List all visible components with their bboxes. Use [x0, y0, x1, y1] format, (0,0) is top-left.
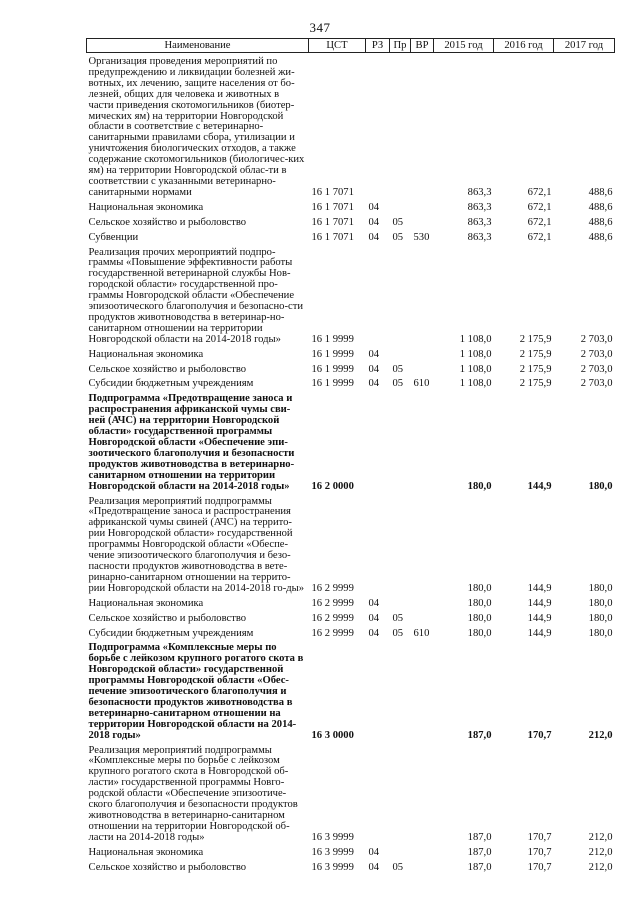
row-vr — [411, 361, 434, 376]
row-2016: 144,9 — [527, 597, 552, 609]
row-cst: 16 2 9999 — [311, 582, 354, 594]
row-2016: 672,1 — [527, 231, 552, 243]
row-name: Сельское хозяйство и рыболовство — [88, 363, 247, 375]
row-2016: 2 175,9 — [519, 348, 552, 360]
row-cst: 16 1 9999 — [311, 363, 354, 375]
table-row — [87, 390, 615, 492]
row-2016: 144,9 — [527, 582, 552, 594]
row-2015: 863,3 — [467, 231, 492, 243]
row-pr: 05 — [392, 231, 404, 243]
row-2017: 180,0 — [588, 480, 613, 492]
row-2016: 170,7 — [527, 831, 552, 843]
table-row — [87, 199, 615, 214]
row-2015: 187,0 — [467, 861, 492, 873]
row-2015: 187,0 — [467, 846, 492, 858]
row-cst: 16 3 0000 — [311, 729, 354, 741]
row-vr — [411, 390, 434, 492]
row-2015: 1 108,0 — [459, 378, 492, 390]
row-pr — [390, 390, 411, 492]
table-row — [87, 595, 615, 610]
row-pr: 05 — [392, 378, 404, 390]
row-vr — [411, 639, 434, 741]
row-cst: 16 1 7071 — [311, 186, 354, 198]
row-name: Национальная экономика — [88, 597, 204, 609]
row-rz: 04 — [368, 348, 380, 360]
row-vr — [411, 199, 434, 214]
row-vr — [411, 346, 434, 361]
row-rz: 04 — [368, 231, 380, 243]
row-vr — [411, 610, 434, 625]
table-row — [87, 742, 615, 844]
row-vr: 610 — [413, 378, 430, 390]
row-2015: 180,0 — [467, 612, 492, 624]
row-name: Субсидии бюджетным учреждениям — [88, 627, 254, 639]
row-name: Реализация мероприятий подпрограммы «Предотвращение заноса и распространения африканской чумы свиней (АЧС) на террито-рии Новгородской области» государственной программы Новгородской области «Обеспе-чение эпизоотического благополучия и безо-пасности продуктов животноводства в вете-ринарно-санитарном отношении на террито-рии Новгородской области на 2014-2018 го-ды» — [88, 495, 305, 594]
row-2016: 170,7 — [527, 729, 552, 741]
row-rz — [366, 493, 390, 595]
row-rz: 04 — [368, 216, 380, 228]
table-row — [87, 859, 615, 874]
row-2015: 180,0 — [467, 480, 492, 492]
row-2015: 1 108,0 — [459, 333, 492, 345]
row-2015: 180,0 — [467, 627, 492, 639]
row-rz: 04 — [368, 627, 380, 639]
table-row — [87, 625, 615, 640]
header-name: Наименование — [87, 39, 309, 53]
row-2016: 2 175,9 — [519, 333, 552, 345]
row-2015: 863,3 — [467, 216, 492, 228]
row-rz — [366, 742, 390, 844]
row-2015: 863,3 — [467, 186, 492, 198]
budget-table — [86, 38, 615, 874]
row-rz: 04 — [368, 612, 380, 624]
header-2015: 2015 год — [434, 39, 494, 53]
row-name: Национальная экономика — [88, 201, 204, 213]
row-2016: 170,7 — [527, 861, 552, 873]
row-name: Национальная экономика — [88, 846, 204, 858]
row-2017: 488,6 — [588, 231, 613, 243]
row-pr — [390, 53, 411, 199]
row-2016: 2 175,9 — [519, 363, 552, 375]
row-rz — [366, 244, 390, 346]
row-name: Сельское хозяйство и рыболовство — [88, 216, 247, 228]
row-2017: 212,0 — [588, 729, 613, 741]
row-pr: 05 — [392, 627, 404, 639]
table-row — [87, 493, 615, 595]
row-vr: 610 — [413, 627, 430, 639]
row-2017: 2 703,0 — [580, 378, 613, 390]
row-vr — [411, 859, 434, 874]
table-row — [87, 610, 615, 625]
row-2015: 187,0 — [467, 831, 492, 843]
row-vr — [411, 53, 434, 199]
row-cst: 16 2 9999 — [311, 597, 354, 609]
table-row — [87, 844, 615, 859]
row-cst: 16 2 9999 — [311, 627, 354, 639]
row-rz: 04 — [368, 861, 380, 873]
table-row — [87, 346, 615, 361]
row-pr — [390, 199, 411, 214]
row-rz — [366, 639, 390, 741]
row-2017: 2 703,0 — [580, 333, 613, 345]
row-2016: 144,9 — [527, 480, 552, 492]
table-row — [87, 639, 615, 741]
row-cst: 16 1 7071 — [311, 231, 354, 243]
row-2017: 180,0 — [588, 582, 613, 594]
row-2015: 187,0 — [467, 729, 492, 741]
row-cst: 16 1 9999 — [311, 378, 354, 390]
row-pr — [390, 742, 411, 844]
header-2016: 2016 год — [494, 39, 554, 53]
row-2017: 212,0 — [588, 846, 613, 858]
row-2015: 1 108,0 — [459, 363, 492, 375]
row-rz: 04 — [368, 363, 380, 375]
row-cst: 16 3 9999 — [311, 831, 354, 843]
page-number: 347 — [309, 20, 331, 35]
row-2017: 212,0 — [588, 831, 613, 843]
row-pr — [390, 493, 411, 595]
row-rz: 04 — [368, 201, 380, 213]
row-vr — [411, 742, 434, 844]
table-row — [87, 361, 615, 376]
row-2017: 488,6 — [588, 216, 613, 228]
row-vr — [411, 595, 434, 610]
row-2017: 212,0 — [588, 861, 613, 873]
row-pr — [390, 346, 411, 361]
row-rz — [366, 53, 390, 199]
table-body — [87, 53, 615, 874]
row-2016: 672,1 — [527, 216, 552, 228]
row-2017: 2 703,0 — [580, 363, 613, 375]
row-pr: 05 — [392, 216, 404, 228]
row-rz: 04 — [368, 846, 380, 858]
row-cst: 16 3 9999 — [311, 861, 354, 873]
header-pr: Пр — [390, 39, 411, 53]
row-vr — [411, 844, 434, 859]
row-name: Реализация мероприятий подпрограммы «Комплексные меры по борьбе с лейкозом крупного рогатого скота в Новгородской об-ласти» государственной программы Новго-родской области «Обеспечение эпизоотиче-ского благополучия и безопасности продуктов животноводства в ветеринарно-санитарном отношении на территории Новгородской об-ласти на 2014-2018 годы» — [88, 744, 298, 843]
row-2017: 2 703,0 — [580, 348, 613, 360]
header-rz: РЗ — [366, 39, 390, 53]
row-name: Сельское хозяйство и рыболовство — [88, 861, 247, 873]
row-cst: 16 1 7071 — [311, 216, 354, 228]
row-name: Сельское хозяйство и рыболовство — [88, 612, 247, 624]
table-row — [87, 244, 615, 346]
row-pr: 05 — [392, 363, 404, 375]
row-2016: 170,7 — [527, 846, 552, 858]
row-2017: 180,0 — [588, 627, 613, 639]
row-2016: 2 175,9 — [519, 378, 552, 390]
row-2016: 144,9 — [527, 627, 552, 639]
row-cst: 16 1 9999 — [311, 333, 354, 345]
row-2016: 672,1 — [527, 186, 552, 198]
table-row — [87, 214, 615, 229]
row-name: Реализация прочих мероприятий подпро-граммы «Повышение эффективности работы государственной ветеринарной службы Нов-городской области» государственной про-граммы Новгородской области «Обеспечение эпизоотического благополучия и безопасно-сти продуктов животноводства в ветеринар-но-санитарном отношении на территории Новгородской области на 2014-2018 годы» — [88, 246, 303, 345]
row-cst: 16 3 9999 — [311, 846, 354, 858]
row-vr — [411, 493, 434, 595]
row-name: Национальная экономика — [88, 348, 204, 360]
table-row — [87, 53, 615, 199]
row-rz — [366, 390, 390, 492]
row-pr — [390, 639, 411, 741]
row-pr — [390, 244, 411, 346]
row-pr: 05 — [392, 861, 404, 873]
row-rz: 04 — [368, 378, 380, 390]
row-rz: 04 — [368, 597, 380, 609]
row-vr — [411, 244, 434, 346]
header-2017: 2017 год — [554, 39, 615, 53]
row-2015: 180,0 — [467, 597, 492, 609]
row-cst: 16 2 0000 — [311, 480, 354, 492]
table-header-row — [87, 39, 615, 53]
row-cst: 16 2 9999 — [311, 612, 354, 624]
row-name: Организация проведения мероприятий по предупреждению и ликвидации болезней жи-вотных, их лечению, защите населения от бо-лезней, общих для человека и животных в части приведения скотомогильников (биотер-мических ям) на территории Новгородской области в соответствие с ветеринарно-санитарными правилами сбора, утилизации и уничтожения биологических отходов, а также содержание скотомогильников (биологичес-ких ям) на территории Новгородской облас-ти в соответствии с указанными ветеринарно-санитарными нормами — [88, 56, 305, 198]
row-name: Подпрограмма «Предотвращение заноса и распространения африканской чумы сви-ней (АЧС) на территории Новгородской области» государственной программы Новгородской области «Обеспечение эпи-зоотического благополучия и безопасности продуктов животноводства в ветеринарно-санитарном отношении на территории Новгородской области на 2014-2018 годы» — [88, 393, 295, 492]
table-row — [87, 375, 615, 390]
row-2017: 488,6 — [588, 201, 613, 213]
row-pr — [390, 595, 411, 610]
row-cst: 16 1 9999 — [311, 348, 354, 360]
row-cst: 16 1 7071 — [311, 201, 354, 213]
row-name: Субвенции — [88, 231, 139, 243]
row-vr: 530 — [413, 231, 430, 243]
header-vr: ВР — [411, 39, 434, 53]
table-row — [87, 229, 615, 244]
row-2017: 488,6 — [588, 186, 613, 198]
header-cst: ЦСТ — [309, 39, 366, 53]
row-vr — [411, 214, 434, 229]
row-name: Субсидии бюджетным учреждениям — [88, 378, 254, 390]
row-pr: 05 — [392, 612, 404, 624]
row-name: Подпрограмма «Комплексные меры по борьбе с лейкозом крупного рогатого скота в Новгородской области» государственной программы Новгородской области «Обес-печение эпизоотического благополучия и безопасности продуктов животноводства в ветеринарно-санитарном отношении на территории Новгородской области на 2014-2018 годы» — [88, 642, 304, 741]
row-2015: 1 108,0 — [459, 348, 492, 360]
row-2016: 672,1 — [527, 201, 552, 213]
row-2017: 180,0 — [588, 612, 613, 624]
row-2015: 863,3 — [467, 201, 492, 213]
row-2016: 144,9 — [527, 612, 552, 624]
row-2015: 180,0 — [467, 582, 492, 594]
row-pr — [390, 844, 411, 859]
row-2017: 180,0 — [588, 597, 613, 609]
